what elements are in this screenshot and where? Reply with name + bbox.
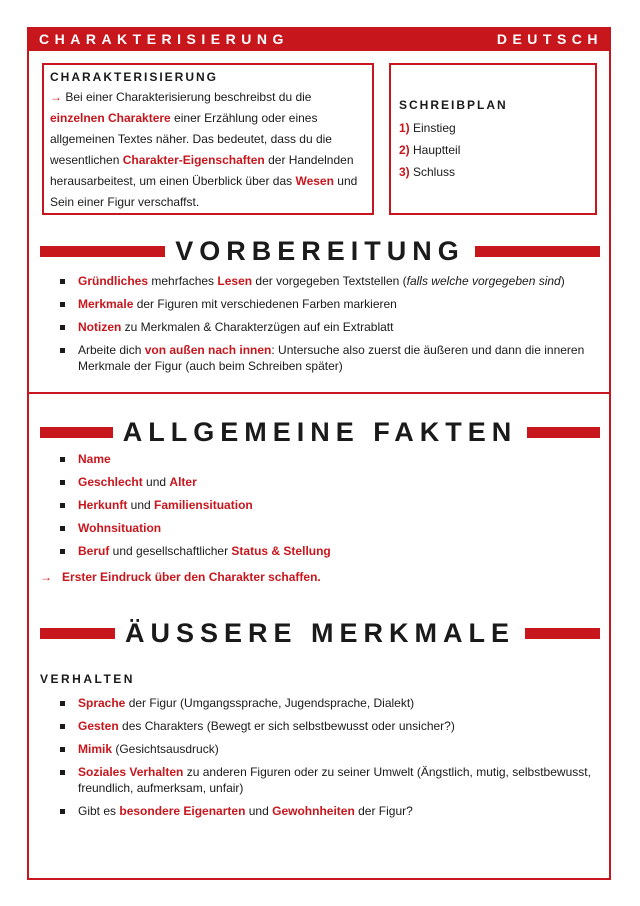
text-italic: falls welche vorgegeben sind bbox=[406, 274, 561, 288]
highlight: Lesen bbox=[217, 274, 253, 288]
heading-bar bbox=[40, 246, 165, 257]
highlight: Merkmale bbox=[78, 297, 134, 311]
plan-label: Hauptteil bbox=[409, 143, 461, 157]
fakten-list bbox=[58, 451, 331, 566]
intro-text-part: Bei einer Charakterisierung beschreibst du die bbox=[62, 90, 312, 104]
text: zu Merkmalen & Charakterzügen auf ein Extrablatt bbox=[121, 320, 394, 334]
heading-bar bbox=[525, 628, 600, 639]
list-item bbox=[58, 764, 640, 796]
intro-highlight: einzelnen Charaktere bbox=[50, 111, 171, 125]
highlight: Beruf bbox=[78, 544, 110, 558]
text: mehrfaches bbox=[148, 274, 218, 288]
plan-number: 1) bbox=[399, 121, 410, 135]
highlight: Mimik bbox=[78, 742, 113, 756]
text: der Figur? bbox=[354, 804, 413, 818]
list-item bbox=[58, 319, 640, 335]
schreibplan-box bbox=[389, 63, 597, 215]
text: und gesellschaftlicher bbox=[109, 544, 232, 558]
text: : Untersuche also zuerst die äußeren und dann die inneren Merkmale der Figur (auch beim Schreiben später) bbox=[78, 343, 585, 373]
highlight: Gründliches bbox=[78, 274, 149, 288]
highlight: besondere Eigenarten bbox=[119, 804, 246, 818]
text: und bbox=[245, 804, 273, 818]
fakten-heading bbox=[40, 417, 600, 448]
plan-number: 2) bbox=[399, 143, 410, 157]
plan-item bbox=[399, 139, 587, 161]
verhalten-subheading: VERHALTEN bbox=[40, 672, 135, 686]
list-item bbox=[58, 273, 640, 289]
fakten-conclusion bbox=[40, 570, 321, 584]
list-item bbox=[58, 741, 640, 757]
list-item bbox=[58, 803, 640, 819]
highlight: Sprache bbox=[78, 696, 126, 710]
header-subject: DEUTSCH bbox=[496, 31, 603, 47]
list-item bbox=[58, 497, 331, 513]
heading-bar bbox=[475, 246, 600, 257]
highlight: Gewohnheiten bbox=[272, 804, 355, 818]
text: zu anderen Figuren oder zu seiner Umwelt (Ängstlich, mutig, selbstbewusst, freundlich, aufmerksam, unfair) bbox=[78, 765, 591, 795]
intro-title: CHARAKTERISIERUNG bbox=[50, 70, 219, 84]
text: Gibt es bbox=[78, 804, 120, 818]
conclusion-text: Erster Eindruck über den Charakter schaffen. bbox=[62, 570, 321, 584]
text: der Figur (Umgangssprache, Jugendsprache, Dialekt) bbox=[125, 696, 415, 710]
plan-label: Schluss bbox=[409, 165, 456, 179]
vorbereitung-heading bbox=[40, 236, 600, 267]
text: ) bbox=[560, 274, 565, 288]
intro-highlight: Wesen bbox=[295, 174, 334, 188]
intro-text bbox=[50, 87, 366, 213]
highlight: Soziales Verhalten bbox=[78, 765, 184, 779]
plan-label: Einstieg bbox=[409, 121, 456, 135]
heading-bar bbox=[40, 628, 115, 639]
plan-number: 3) bbox=[399, 165, 410, 179]
plan-item bbox=[399, 161, 587, 183]
page-header bbox=[27, 27, 611, 51]
text: und bbox=[127, 498, 155, 512]
arrow-icon: → bbox=[50, 90, 62, 104]
highlight: Wohnsituation bbox=[78, 521, 162, 535]
intro-text-part: der Handelnden herausarbeitest, um einen Überblick über das bbox=[50, 153, 354, 188]
text: (Gesichtsausdruck) bbox=[112, 742, 219, 756]
highlight: Status & Stellung bbox=[231, 544, 331, 558]
list-item bbox=[58, 451, 331, 467]
intro-text-part: und Sein einer Figur verschaffst. bbox=[50, 174, 358, 209]
list-item bbox=[58, 296, 640, 312]
intro-text-part: einer Erzählung oder eines allgemeinen Textes näher. Das bedeutet, dass du die wesentlichen bbox=[50, 111, 332, 167]
highlight: von außen nach innen bbox=[144, 343, 272, 357]
plan-item bbox=[399, 117, 587, 139]
list-item bbox=[58, 474, 331, 490]
list-item bbox=[58, 543, 331, 559]
intro-highlight: Charakter-Eigenschaften bbox=[122, 153, 265, 167]
highlight: Familiensituation bbox=[154, 498, 253, 512]
highlight: Geschlecht bbox=[78, 475, 143, 489]
heading-bar bbox=[527, 427, 600, 438]
heading-bar bbox=[40, 427, 113, 438]
schreibplan-title: SCHREIBPLAN bbox=[399, 98, 508, 112]
list-item bbox=[58, 342, 640, 374]
list-item bbox=[58, 520, 331, 536]
list-item bbox=[58, 718, 640, 734]
aeussere-list bbox=[58, 695, 640, 826]
highlight: Alter bbox=[169, 475, 197, 489]
section-title: ALLGEMEINE FAKTEN bbox=[122, 417, 518, 447]
highlight: Name bbox=[78, 452, 111, 466]
arrow-icon: → bbox=[40, 570, 52, 584]
section-divider bbox=[27, 392, 611, 394]
list-item bbox=[58, 695, 640, 711]
text: des Charakters (Bewegt er sich selbstbewusst oder unsicher?) bbox=[118, 719, 455, 733]
aeussere-heading bbox=[40, 618, 600, 649]
text: der vorgegeben Textstellen ( bbox=[252, 274, 407, 288]
text: und bbox=[142, 475, 170, 489]
text: Arbeite dich bbox=[78, 343, 145, 357]
header-title: CHARAKTERISIERUNG bbox=[39, 31, 289, 47]
vorbereitung-list bbox=[58, 273, 640, 381]
highlight: Herkunft bbox=[78, 498, 128, 512]
highlight: Notizen bbox=[78, 320, 122, 334]
highlight: Gesten bbox=[78, 719, 119, 733]
section-title: ÄUSSERE MERKMALE bbox=[124, 618, 516, 648]
text: der Figuren mit verschiedenen Farben markieren bbox=[133, 297, 397, 311]
intro-box bbox=[42, 63, 374, 215]
section-title: VORBEREITUNG bbox=[175, 236, 465, 266]
